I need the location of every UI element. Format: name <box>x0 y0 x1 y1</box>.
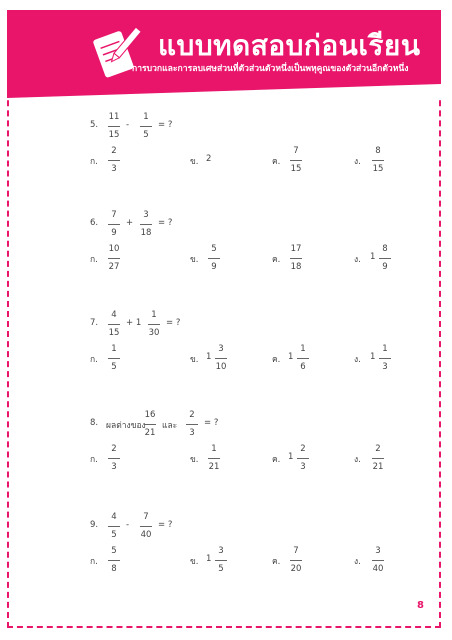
choice-fraction <box>370 146 386 176</box>
fraction-denominator: 15 <box>108 328 120 338</box>
choice-whole: 1 <box>370 352 376 362</box>
fraction-bar <box>140 126 152 127</box>
stem-fraction <box>106 112 122 142</box>
fraction-denominator: 5 <box>111 530 117 540</box>
fraction-bar <box>148 324 160 325</box>
fraction-numerator: 7 <box>111 210 117 220</box>
fraction-numerator: 17 <box>290 244 302 254</box>
fraction-numerator: 3 <box>218 546 224 556</box>
fraction-denominator: 3 <box>382 362 388 372</box>
stem-fraction <box>106 512 122 542</box>
fraction-denominator: 15 <box>372 164 384 174</box>
banner-cut <box>7 84 441 98</box>
fraction-denominator: 3 <box>189 428 195 438</box>
choice-fraction <box>106 546 122 576</box>
choice-fraction <box>295 444 311 474</box>
question-number: 8. <box>90 418 99 428</box>
choice-fraction <box>206 444 222 474</box>
choice-fraction <box>106 146 122 176</box>
choice-whole: 1 <box>206 554 212 564</box>
fraction-denominator: 20 <box>290 564 302 574</box>
fraction-denominator: 9 <box>111 228 117 238</box>
question-number: 7. <box>90 318 99 328</box>
stem-fraction <box>138 512 154 542</box>
fraction-denominator: 9 <box>211 262 217 272</box>
choice-label-4[interactable]: ง. <box>354 255 361 265</box>
choice-fraction <box>106 244 122 274</box>
operator: = ? <box>166 318 181 328</box>
choice-whole: 1 <box>370 252 376 262</box>
operator: + <box>126 218 134 228</box>
fraction-bar <box>215 358 227 359</box>
fraction-denominator: 27 <box>108 262 120 272</box>
choice-label-2[interactable]: ข. <box>190 157 199 167</box>
choice-whole: 1 <box>206 352 212 362</box>
fraction-bar <box>108 526 120 527</box>
fraction-denominator: 40 <box>140 530 152 540</box>
choice-fraction <box>295 344 311 374</box>
operator: = ? <box>158 520 173 530</box>
choice-label-2[interactable]: ข. <box>190 455 199 465</box>
fraction-bar <box>215 560 227 561</box>
choice-whole: 2 <box>206 154 212 164</box>
fraction-numerator: 4 <box>111 310 117 320</box>
fraction-numerator: 2 <box>300 444 306 454</box>
question-prefix: ผลต่างของ <box>106 421 146 431</box>
fraction-numerator: 5 <box>211 244 217 254</box>
fraction-denominator: 8 <box>111 564 117 574</box>
fraction-denominator: 30 <box>148 328 160 338</box>
fraction-denominator: 15 <box>290 164 302 174</box>
fraction-numerator: 1 <box>151 310 157 320</box>
question-number: 9. <box>90 520 99 530</box>
choice-fraction <box>106 344 122 374</box>
fraction-bar <box>108 126 120 127</box>
fraction-bar <box>108 458 120 459</box>
fraction-numerator: 7 <box>293 546 299 556</box>
fraction-bar <box>144 424 156 425</box>
choice-label-3[interactable]: ค. <box>272 255 281 265</box>
fraction-denominator: 3 <box>300 462 306 472</box>
fraction-numerator: 7 <box>143 512 149 522</box>
stem-fraction <box>146 310 162 340</box>
fraction-denominator: 18 <box>290 262 302 272</box>
choice-fraction <box>213 344 229 374</box>
choice-label-3[interactable]: ค. <box>272 455 281 465</box>
operator: และ <box>162 421 178 431</box>
choice-fraction <box>106 444 122 474</box>
fraction-bar <box>290 258 302 259</box>
choice-label-1[interactable]: ก. <box>90 355 98 365</box>
fraction-bar <box>372 160 384 161</box>
operator: - <box>126 120 130 130</box>
fraction-denominator: 5 <box>111 362 117 372</box>
choice-label-1[interactable]: ก. <box>90 455 98 465</box>
fraction-bar <box>108 224 120 225</box>
question-6 <box>0 210 452 310</box>
question-number: 6. <box>90 218 99 228</box>
question-7 <box>0 310 452 410</box>
stem-fraction <box>106 210 122 240</box>
fraction-bar <box>108 324 120 325</box>
fraction-bar <box>108 160 120 161</box>
fraction-denominator: 3 <box>111 164 117 174</box>
fraction-bar <box>297 358 309 359</box>
choice-fraction <box>288 146 304 176</box>
stem-fraction <box>138 112 154 142</box>
fraction-bar <box>379 358 391 359</box>
fraction-numerator: 3 <box>143 210 149 220</box>
fraction-denominator: 10 <box>215 362 227 372</box>
choice-fraction <box>288 244 304 274</box>
fraction-numerator: 1 <box>143 112 149 122</box>
fraction-bar <box>297 458 309 459</box>
page-title: แบบทดสอบก่อนเรียน <box>158 29 421 62</box>
fraction-numerator: 8 <box>375 146 381 156</box>
choice-label-3[interactable]: ค. <box>272 157 281 167</box>
fraction-numerator: 4 <box>111 512 117 522</box>
choice-whole: 1 <box>288 352 294 362</box>
fraction-numerator: 8 <box>382 244 388 254</box>
fraction-denominator: 5 <box>143 130 149 140</box>
choice-label-2[interactable]: ข. <box>190 557 199 567</box>
choice-label-2[interactable]: ข. <box>190 355 199 365</box>
fraction-bar <box>140 526 152 527</box>
operator: - <box>126 520 130 530</box>
choice-label-4[interactable]: ง. <box>354 355 361 365</box>
fraction-numerator: 1 <box>300 344 306 354</box>
fraction-bar <box>108 358 120 359</box>
choice-label-2[interactable]: ข. <box>190 255 199 265</box>
fraction-numerator: 1 <box>382 344 388 354</box>
fraction-numerator: 7 <box>293 146 299 156</box>
fraction-denominator: 18 <box>140 228 152 238</box>
fraction-bar <box>108 560 120 561</box>
fraction-bar <box>186 424 198 425</box>
choice-label-4[interactable]: ง. <box>354 557 361 567</box>
choice-fraction <box>370 444 386 474</box>
choice-fraction <box>370 546 386 576</box>
operator: = ? <box>204 418 219 428</box>
fraction-numerator: 2 <box>111 146 117 156</box>
fraction-denominator: 3 <box>111 462 117 472</box>
fraction-denominator: 40 <box>372 564 384 574</box>
fraction-numerator: 10 <box>108 244 120 254</box>
fraction-numerator: 16 <box>144 410 156 420</box>
fraction-numerator: 3 <box>218 344 224 354</box>
choice-label-1[interactable]: ก. <box>90 157 98 167</box>
fraction-bar <box>290 560 302 561</box>
operator: + 1 <box>126 318 142 328</box>
choice-fraction <box>213 546 229 576</box>
fraction-denominator: 21 <box>144 428 156 438</box>
fraction-bar <box>379 258 391 259</box>
question-8 <box>0 410 452 510</box>
fraction-numerator: 2 <box>189 410 195 420</box>
fraction-numerator: 5 <box>111 546 117 556</box>
fraction-bar <box>140 224 152 225</box>
fraction-numerator: 1 <box>211 444 217 454</box>
question-number: 5. <box>90 120 99 130</box>
stem-fraction <box>142 410 158 440</box>
fraction-bar <box>208 458 220 459</box>
operator: = ? <box>158 218 173 228</box>
fraction-bar <box>208 258 220 259</box>
fraction-numerator: 11 <box>108 112 120 122</box>
fraction-denominator: 15 <box>108 130 120 140</box>
stem-fraction <box>106 310 122 340</box>
operator: = ? <box>158 120 173 130</box>
question-5 <box>0 112 452 212</box>
fraction-numerator: 1 <box>111 344 117 354</box>
fraction-bar <box>290 160 302 161</box>
stem-fraction <box>138 210 154 240</box>
fraction-denominator: 21 <box>208 462 220 472</box>
fraction-denominator: 9 <box>382 262 388 272</box>
choice-fraction <box>377 344 393 374</box>
choice-label-4[interactable]: ง. <box>354 157 361 167</box>
choice-fraction <box>377 244 393 274</box>
page-number: 8 <box>417 600 424 611</box>
question-9 <box>0 512 452 612</box>
page-subtitle: การบวกและการลบเศษส่วนที่ตัวส่วนตัวหนึ่งเป็นพหุคูณของตัวส่วนอีกตัวหนึ่ง <box>132 64 409 74</box>
fraction-numerator: 2 <box>111 444 117 454</box>
choice-fraction <box>206 244 222 274</box>
choice-fraction <box>288 546 304 576</box>
choice-label-3[interactable]: ค. <box>272 355 281 365</box>
choice-label-3[interactable]: ค. <box>272 557 281 567</box>
fraction-denominator: 5 <box>218 564 224 574</box>
choice-label-1[interactable]: ก. <box>90 255 98 265</box>
fraction-numerator: 3 <box>375 546 381 556</box>
fraction-bar <box>372 458 384 459</box>
choice-whole: 1 <box>288 452 294 462</box>
fraction-numerator: 2 <box>375 444 381 454</box>
fraction-denominator: 6 <box>300 362 306 372</box>
choice-label-1[interactable]: ก. <box>90 557 98 567</box>
fraction-bar <box>108 258 120 259</box>
fraction-denominator: 21 <box>372 462 384 472</box>
choice-label-4[interactable]: ง. <box>354 455 361 465</box>
stem-fraction <box>184 410 200 440</box>
fraction-bar <box>372 560 384 561</box>
